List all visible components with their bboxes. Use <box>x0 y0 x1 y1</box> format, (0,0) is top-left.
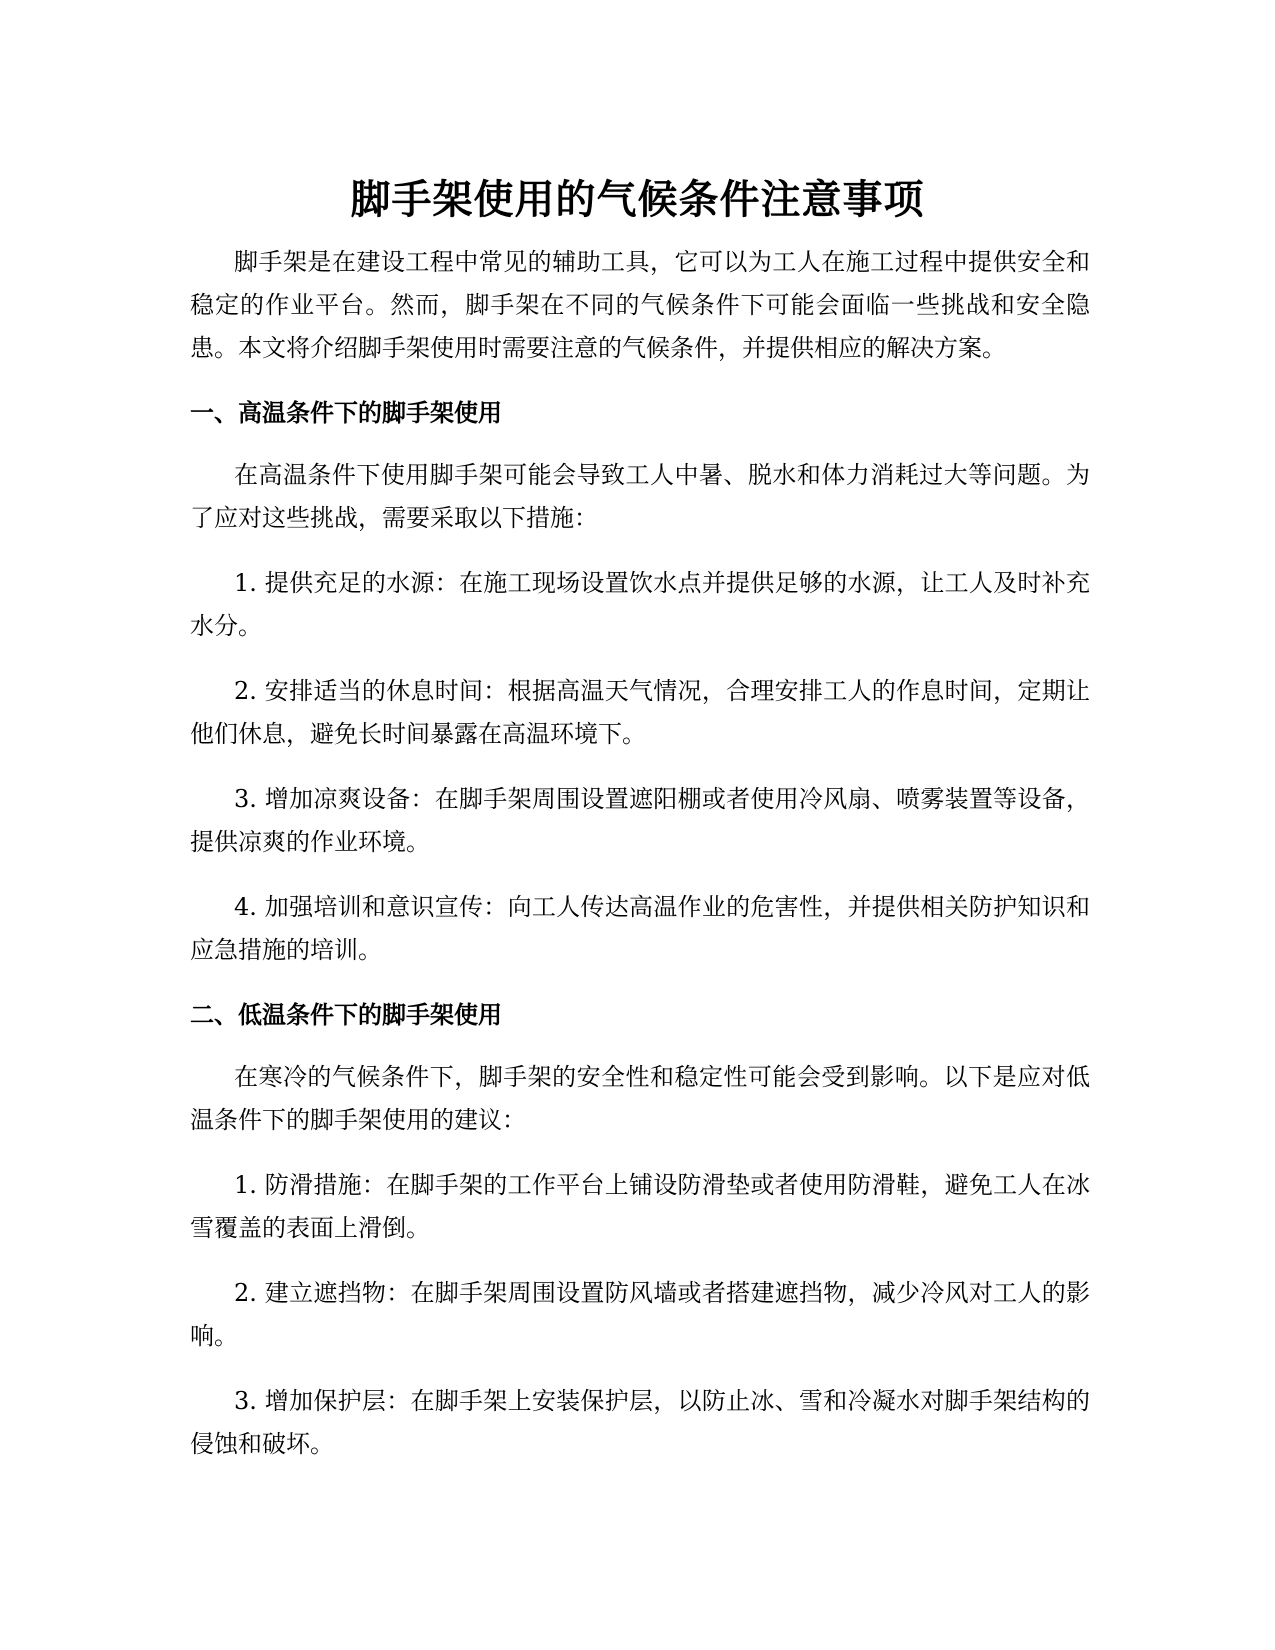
list-item: 4. 加强培训和意识宣传：向工人传达高温作业的危害性，并提供相关防护知识和应急措施的培训。 <box>190 893 1090 964</box>
section-heading-low-temperature: 二、低温条件下的脚手架使用 <box>190 1001 502 1029</box>
intro-paragraph: 脚手架是在建设工程中常见的辅助工具，它可以为工人在施工过程中提供安全和稳定的作业平台。然而，脚手架在不同的气候条件下可能会面临一些挑战和安全隐患。本文将介绍脚手架使用时需要注意的气候条件，并提供相应的解决方案。 <box>190 248 1090 362</box>
list-item: 2. 建立遮挡物：在脚手架周围设置防风墙或者搭建遮挡物，减少冷风对工人的影响。 <box>190 1279 1090 1350</box>
list-item: 1. 防滑措施：在脚手架的工作平台上铺设防滑垫或者使用防滑鞋，避免工人在冰雪覆盖的表面上滑倒。 <box>190 1171 1090 1242</box>
section-heading-high-temperature: 一、高温条件下的脚手架使用 <box>190 399 502 427</box>
list-item: 3. 增加凉爽设备：在脚手架周围设置遮阳棚或者使用冷风扇、喷雾装置等设备，提供凉爽的作业环境。 <box>190 785 1090 856</box>
list-item: 3. 增加保护层：在脚手架上安装保护层，以防止冰、雪和冷凝水对脚手架结构的侵蚀和破坏。 <box>190 1387 1090 1458</box>
document-body <box>190 241 1090 1488</box>
list-item: 2. 安排适当的休息时间：根据高温天气情况，合理安排工人的作息时间，定期让他们休息，避免长时间暴露在高温环境下。 <box>190 677 1090 748</box>
document-title: 脚手架使用的气候条件注意事项 <box>350 176 925 223</box>
section-lead-low-temperature: 在寒冷的气候条件下，脚手架的安全性和稳定性可能会受到影响。以下是应对低温条件下的脚手架使用的建议： <box>190 1063 1090 1134</box>
list-item: 1. 提供充足的水源：在施工现场设置饮水点并提供足够的水源，让工人及时补充水分。 <box>190 569 1090 640</box>
section-lead-high-temperature: 在高温条件下使用脚手架可能会导致工人中暑、脱水和体力消耗过大等问题。为了应对这些挑战，需要采取以下措施： <box>190 461 1090 532</box>
